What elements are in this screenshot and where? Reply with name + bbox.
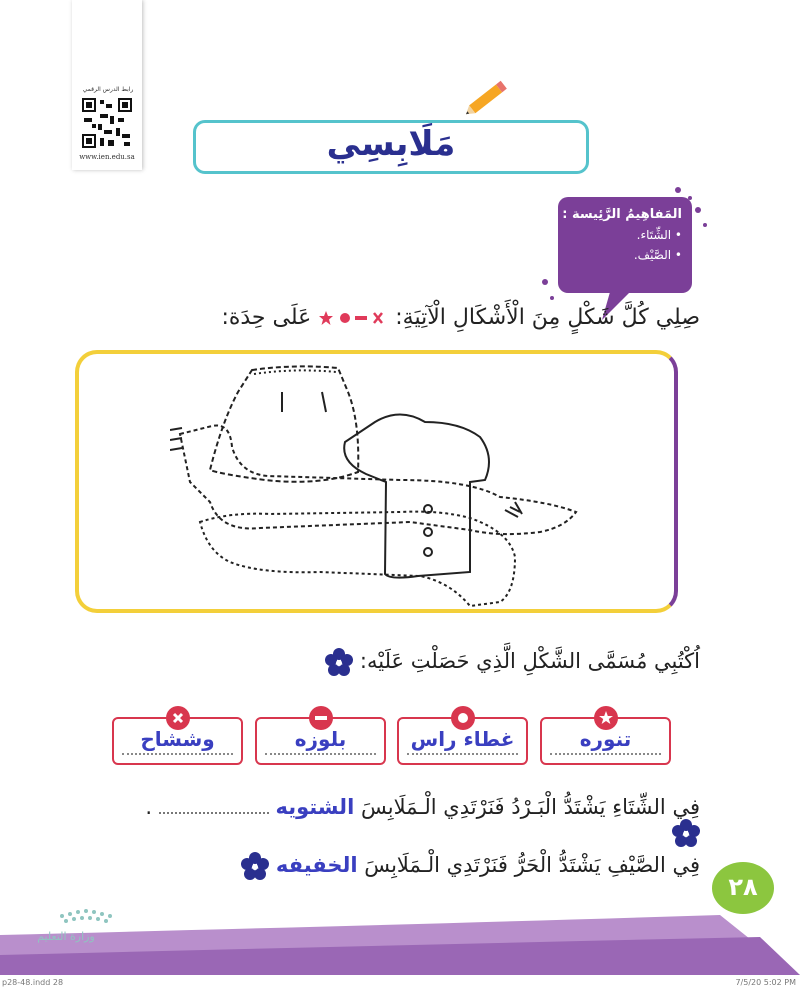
ministry-name: وزارة التعليم [37, 930, 95, 943]
answer-box-dot[interactable] [397, 717, 528, 765]
instruction-before: صِلِي كُلَّ شَكْلٍ مِنَ الْأَشْكَالِ الْآتِيَةِ: [395, 305, 700, 330]
concepts-heading: المَفاهِيمُ الرَّئِيسة : [562, 207, 682, 222]
flower-icon [672, 819, 700, 847]
fill-answer[interactable]: الشتويه [275, 795, 355, 819]
flower-icon [241, 852, 269, 880]
qr-code-icon[interactable] [80, 96, 134, 150]
page-title: مَلَابِسِي [326, 124, 456, 164]
dotted-line [159, 812, 269, 814]
sentence-winter [130, 795, 700, 847]
ministry-logo-icon [52, 906, 122, 926]
sentence-summer [130, 852, 700, 880]
answer-box-x[interactable] [112, 717, 243, 765]
dotted-line [265, 753, 376, 755]
page-number: ٢٨ [728, 873, 758, 901]
sentence-text: فِي الصَّيْفِ يَشْتَدُّ الْحَرُّ فَنَرْتَدِي الْـمَلَابِسَ [364, 853, 700, 877]
print-info-left: p28-48.indd 28 [2, 978, 64, 987]
answer-text[interactable]: تنوره [579, 727, 632, 751]
qr-url: www.ien.edu.sa [79, 153, 135, 161]
concept-item: • الشِّتَاء. [636, 228, 682, 242]
sentence-end: . [145, 795, 153, 819]
answer-box-star[interactable] [540, 717, 671, 765]
sentence-text: فِي الشِّتَاءِ يَشْتَدُّ الْبَـرْدُ فَنَرْتَدِي الْـمَلَابِسَ [360, 795, 700, 819]
instruction-after: عَلَى حِدَة: [221, 305, 312, 330]
answer-text[interactable]: وششاح [140, 727, 215, 751]
page-number-badge [712, 862, 774, 914]
fill-answer[interactable]: الخفيفه [275, 853, 358, 877]
answer-box-dash[interactable] [255, 717, 386, 765]
dotted-line [122, 753, 233, 755]
answer-text[interactable]: غطاء راس [410, 727, 515, 751]
pencil-icon [460, 72, 516, 122]
concept-item: • الصَّيْف. [633, 248, 682, 262]
flower-icon [325, 648, 353, 676]
answer-text[interactable]: بلوزه [294, 727, 347, 751]
dotted-line [550, 753, 661, 755]
write-prompt-text: اُكْتُبِي مُسَمَّى الشَّكْلِ الَّذِي حَصَلْتِ عَلَيْه: [359, 649, 700, 673]
clothing-outlines-drawing[interactable] [170, 362, 590, 610]
print-info-right: 7/5/20 5:02 PM [735, 978, 796, 987]
qr-caption: رابط الدرس الرقمي [82, 86, 134, 93]
key-concepts-bubble [558, 197, 692, 293]
dotted-line [407, 753, 518, 755]
instruction [120, 305, 700, 330]
write-prompt [150, 648, 700, 676]
shape-legend-icon [318, 310, 388, 326]
